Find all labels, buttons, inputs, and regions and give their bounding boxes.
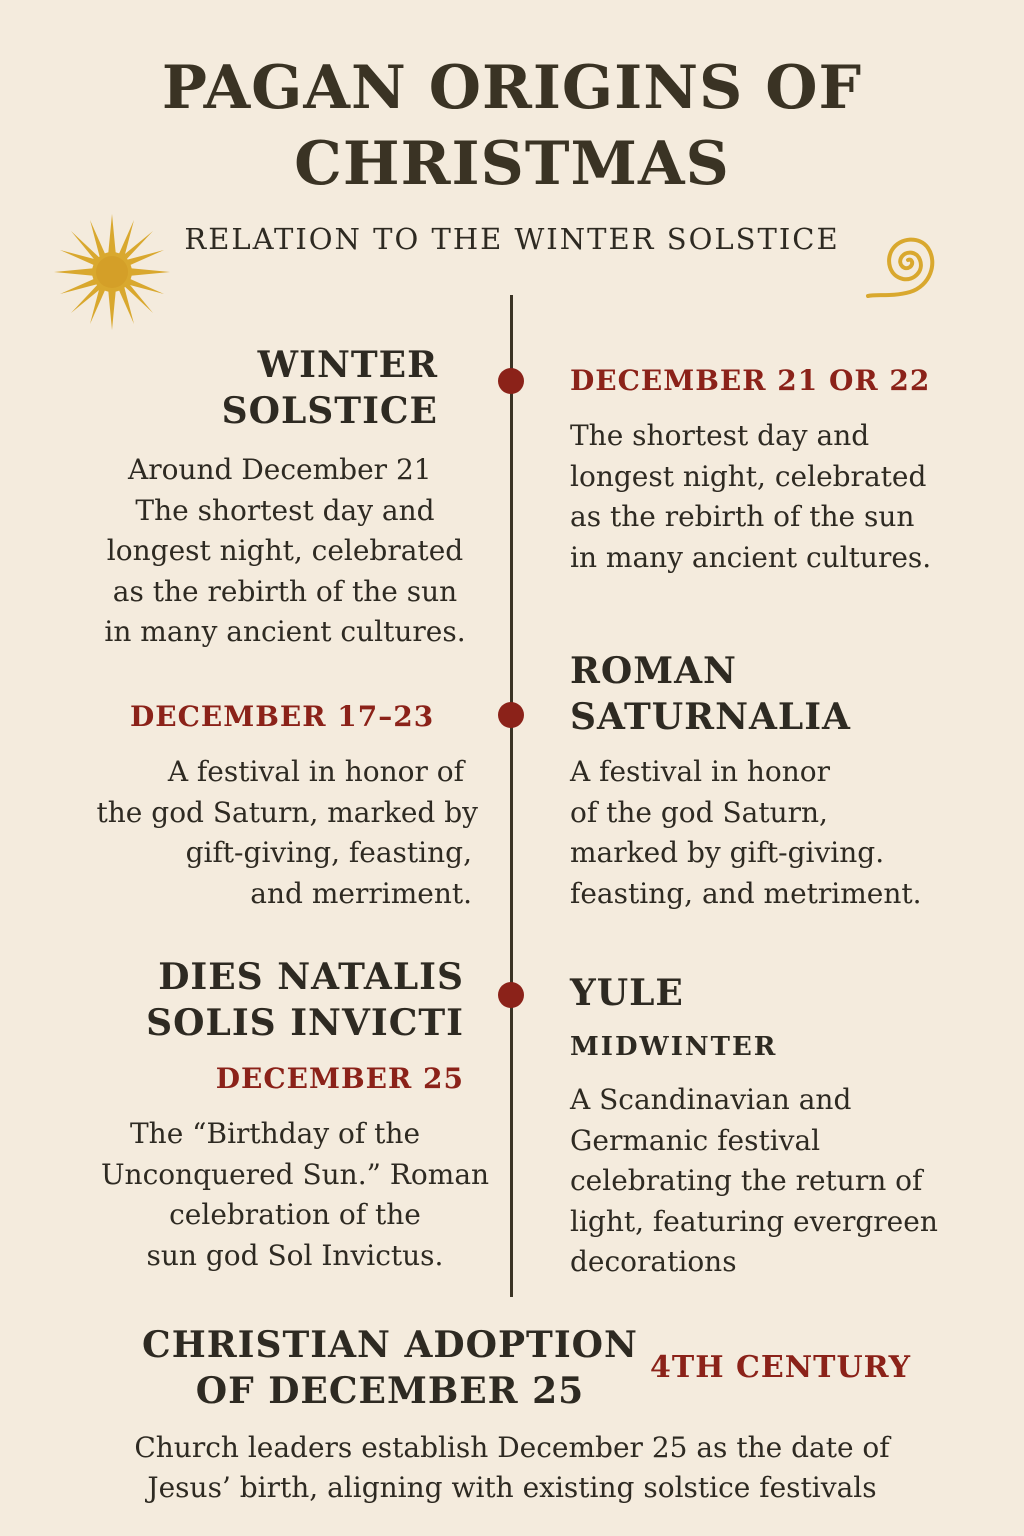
heading-line: WINTER [257, 344, 438, 386]
page-title [0, 50, 1024, 202]
text-line: sun god Sol Invictus. [146, 1238, 444, 1272]
text-line: in many ancient cultures. [570, 540, 932, 574]
heading-line: ROMAN [570, 650, 737, 692]
saturnalia-date: DECEMBER 17–23 [130, 700, 435, 733]
heading-line: SATURNALIA [570, 696, 851, 738]
yule-subheading: MIDWINTER [570, 1032, 778, 1062]
text-line: Church leaders establish December 25 as the date of [134, 1431, 890, 1464]
timeline-line [510, 295, 513, 1297]
title-line-1: PAGAN ORIGINS OF [161, 53, 863, 123]
text-line: the god Saturn, marked by [96, 795, 478, 829]
text-line: marked by gift-giving. [570, 836, 885, 869]
saturnalia-text [570, 752, 922, 914]
heading-line: SOLSTICE [221, 390, 438, 432]
saturnalia-heading [570, 648, 851, 740]
title-line-2: CHRISTMAS [294, 129, 730, 199]
text-line: Unconquered Sun.” Roman [100, 1157, 490, 1191]
text-line: longest night, celebrated [106, 534, 464, 567]
text-line: as the rebirth of the sun [112, 574, 458, 608]
winter-solstice-text [80, 450, 490, 653]
timeline-dot [498, 702, 524, 728]
text-line: as the rebirth of the sun [570, 500, 915, 533]
christian-adoption-heading [100, 1322, 680, 1414]
timeline-dot [498, 368, 524, 394]
text-line: light, featuring evergreen [570, 1204, 938, 1238]
spiral-icon [862, 218, 954, 310]
sun-icon [52, 212, 172, 332]
sol-invictus-date: DECEMBER 25 [215, 1062, 464, 1095]
text-line: The “Birthday of the [130, 1117, 421, 1150]
heading-line: DIES NATALIS [158, 956, 464, 998]
winter-solstice-date: DECEMBER 21 OR 22 [570, 364, 931, 397]
winter-solstice-right-text [570, 416, 931, 578]
christian-adoption-date: 4TH CENTURY [650, 1350, 912, 1385]
page-subtitle: RELATION TO THE WINTER SOLSTICE [184, 222, 840, 256]
text-line: longest night, celebrated [570, 459, 927, 493]
text-line: Around December 21 [128, 453, 432, 486]
text-line: A Scandinavian and [570, 1083, 852, 1116]
text-line: Jesus’ birth, aligning with existing solstice festivals [147, 1471, 877, 1504]
text-line: The shortest day and [135, 493, 435, 527]
text-line: The shortest day and [570, 419, 870, 452]
text-line: in many ancient cultures. [104, 615, 466, 648]
heading-line: SOLIS INVICTI [146, 1002, 464, 1044]
text-line: celebration of the [169, 1198, 421, 1231]
text-line: Germanic festival [570, 1123, 821, 1157]
christian-adoption-text [0, 1428, 1024, 1508]
yule-text [570, 1080, 938, 1283]
text-line: decorations [570, 1245, 737, 1278]
text-line: celebrating the return of [570, 1164, 923, 1197]
text-line: A festival in honor [570, 755, 831, 788]
timeline-dot [498, 982, 524, 1008]
text-line: of the god Saturn, [570, 795, 828, 829]
yule-heading: YULE [570, 972, 684, 1014]
text-line: feasting, and metriment. [570, 876, 922, 910]
text-line: and merriment. [250, 876, 472, 910]
heading-line: OF DECEMBER 25 [195, 1370, 585, 1412]
text-line: gift-giving, feasting, [185, 836, 472, 869]
text-line: A festival in honor of [167, 755, 464, 788]
winter-solstice-heading [222, 342, 438, 434]
sol-invictus-text [90, 1114, 500, 1276]
heading-line: CHRISTIAN ADOPTION [142, 1324, 638, 1366]
saturnalia-left-text [97, 752, 478, 914]
sol-invictus-heading [146, 954, 464, 1046]
